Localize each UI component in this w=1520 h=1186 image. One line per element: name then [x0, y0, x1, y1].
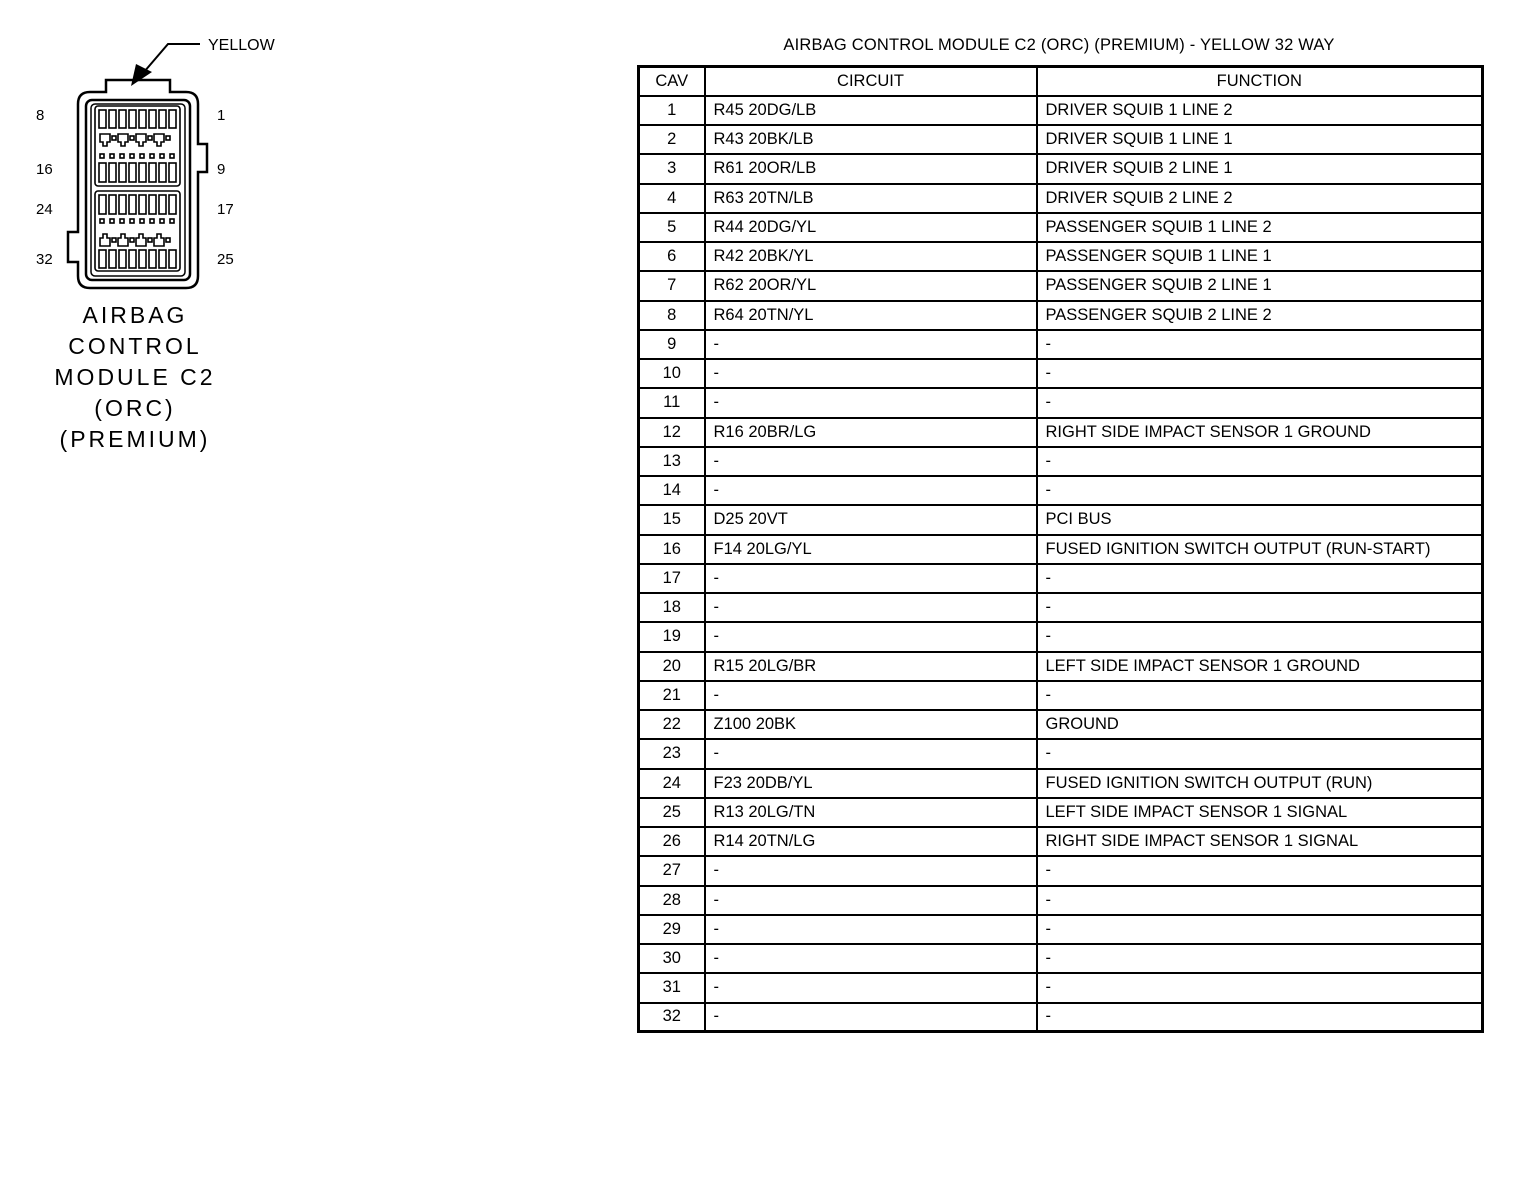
function-cell: PCI BUS — [1037, 505, 1483, 534]
function-cell: PASSENGER SQUIB 1 LINE 2 — [1037, 213, 1483, 242]
table-row — [639, 505, 1483, 534]
circuit-cell: - — [705, 944, 1037, 973]
function-cell: - — [1037, 330, 1483, 359]
table-row — [639, 710, 1483, 739]
table-row — [639, 388, 1483, 417]
circuit-cell: R44 20DG/YL — [705, 213, 1037, 242]
table-row — [639, 476, 1483, 505]
function-cell: DRIVER SQUIB 1 LINE 2 — [1037, 96, 1483, 125]
table-row — [639, 1003, 1483, 1032]
function-cell: - — [1037, 739, 1483, 768]
table-row — [639, 330, 1483, 359]
circuit-cell: R61 20OR/LB — [705, 154, 1037, 183]
circuit-cell: - — [705, 973, 1037, 1002]
function-cell: - — [1037, 476, 1483, 505]
circuit-cell: R62 20OR/YL — [705, 271, 1037, 300]
function-cell: DRIVER SQUIB 2 LINE 2 — [1037, 184, 1483, 213]
table-row — [639, 856, 1483, 885]
cav-cell: 17 — [639, 564, 705, 593]
cav-cell: 32 — [639, 1003, 705, 1032]
circuit-cell: - — [705, 856, 1037, 885]
table-row — [639, 798, 1483, 827]
function-cell: DRIVER SQUIB 2 LINE 1 — [1037, 154, 1483, 183]
circuit-cell: D25 20VT — [705, 505, 1037, 534]
function-cell: - — [1037, 681, 1483, 710]
connector-name — [30, 300, 240, 455]
cavity-grid-upper — [95, 106, 180, 186]
cav-cell: 1 — [639, 96, 705, 125]
circuit-cell: R45 20DG/LB — [705, 96, 1037, 125]
circuit-cell: - — [705, 915, 1037, 944]
function-cell: - — [1037, 388, 1483, 417]
circuit-cell: - — [705, 564, 1037, 593]
connector-name-line: AIRBAG — [82, 302, 188, 328]
function-cell: RIGHT SIDE IMPACT SENSOR 1 SIGNAL — [1037, 827, 1483, 856]
circuit-cell: R16 20BR/LG — [705, 418, 1037, 447]
function-cell: - — [1037, 973, 1483, 1002]
table-row — [639, 125, 1483, 154]
function-cell: - — [1037, 915, 1483, 944]
function-cell: - — [1037, 447, 1483, 476]
table-row — [639, 769, 1483, 798]
function-cell: PASSENGER SQUIB 2 LINE 2 — [1037, 301, 1483, 330]
cav-cell: 22 — [639, 710, 705, 739]
circuit-cell: R64 20TN/YL — [705, 301, 1037, 330]
table-row — [639, 564, 1483, 593]
connector-name-line: CONTROL — [68, 333, 202, 359]
table-title: AIRBAG CONTROL MODULE C2 (ORC) (PREMIUM) - YELLOW 32 WAY — [783, 36, 1335, 54]
cav-cell: 21 — [639, 681, 705, 710]
color-callout-label: YELLOW — [208, 37, 275, 54]
table-row — [639, 271, 1483, 300]
cav-cell: 19 — [639, 622, 705, 651]
function-cell: - — [1037, 359, 1483, 388]
connector-name-line: (ORC) — [94, 395, 176, 421]
table-row — [639, 622, 1483, 651]
function-cell: FUSED IGNITION SWITCH OUTPUT (RUN-START) — [1037, 535, 1483, 564]
circuit-cell: - — [705, 388, 1037, 417]
circuit-cell: - — [705, 593, 1037, 622]
cav-cell: 14 — [639, 476, 705, 505]
pin-label-17: 17 — [217, 201, 234, 218]
circuit-cell: - — [705, 447, 1037, 476]
table-row — [639, 213, 1483, 242]
function-cell: - — [1037, 886, 1483, 915]
circuit-cell: F23 20DB/YL — [705, 769, 1037, 798]
table-row — [639, 681, 1483, 710]
table-row — [639, 301, 1483, 330]
cav-cell: 28 — [639, 886, 705, 915]
cavity-grid-lower — [95, 191, 180, 271]
connector-name-line: MODULE C2 — [54, 364, 216, 390]
circuit-cell: R43 20BK/LB — [705, 125, 1037, 154]
circuit-cell: - — [705, 681, 1037, 710]
table-row — [639, 418, 1483, 447]
cav-cell: 18 — [639, 593, 705, 622]
pin-label-9: 9 — [217, 161, 226, 178]
cav-cell: 29 — [639, 915, 705, 944]
cav-cell: 20 — [639, 652, 705, 681]
function-cell: - — [1037, 856, 1483, 885]
pin-label-8: 8 — [36, 107, 45, 124]
table-row — [639, 915, 1483, 944]
header-circuit: CIRCUIT — [705, 67, 1037, 96]
circuit-cell: - — [705, 739, 1037, 768]
table-row — [639, 184, 1483, 213]
function-cell: DRIVER SQUIB 1 LINE 1 — [1037, 125, 1483, 154]
cav-cell: 24 — [639, 769, 705, 798]
function-cell: - — [1037, 944, 1483, 973]
cav-cell: 27 — [639, 856, 705, 885]
function-cell: - — [1037, 622, 1483, 651]
cav-cell: 9 — [639, 330, 705, 359]
circuit-cell: - — [705, 359, 1037, 388]
cav-cell: 16 — [639, 535, 705, 564]
table-body — [639, 96, 1483, 1032]
function-cell: - — [1037, 593, 1483, 622]
table-row — [639, 535, 1483, 564]
function-cell: PASSENGER SQUIB 2 LINE 1 — [1037, 271, 1483, 300]
function-cell: PASSENGER SQUIB 1 LINE 1 — [1037, 242, 1483, 271]
table-row — [639, 652, 1483, 681]
circuit-cell: - — [705, 1003, 1037, 1032]
circuit-cell: R63 20TN/LB — [705, 184, 1037, 213]
function-cell: LEFT SIDE IMPACT SENSOR 1 SIGNAL — [1037, 798, 1483, 827]
cav-cell: 26 — [639, 827, 705, 856]
cav-cell: 11 — [639, 388, 705, 417]
circuit-cell: F14 20LG/YL — [705, 535, 1037, 564]
cav-cell: 15 — [639, 505, 705, 534]
pin-label-24: 24 — [36, 201, 53, 218]
cav-cell: 5 — [639, 213, 705, 242]
cav-cell: 10 — [639, 359, 705, 388]
connector-name-line: (PREMIUM) — [59, 426, 211, 452]
header-function: FUNCTION — [1037, 67, 1483, 96]
table-row — [639, 242, 1483, 271]
cav-cell: 12 — [639, 418, 705, 447]
circuit-cell: R15 20LG/BR — [705, 652, 1037, 681]
table-row — [639, 96, 1483, 125]
circuit-cell: R14 20TN/LG — [705, 827, 1037, 856]
cav-cell: 4 — [639, 184, 705, 213]
circuit-cell: R13 20LG/TN — [705, 798, 1037, 827]
table-row — [639, 944, 1483, 973]
function-cell: - — [1037, 1003, 1483, 1032]
table-row — [639, 447, 1483, 476]
cav-cell: 31 — [639, 973, 705, 1002]
cav-cell: 7 — [639, 271, 705, 300]
table-row — [639, 827, 1483, 856]
table-header-row — [639, 67, 1483, 96]
circuit-cell: Z100 20BK — [705, 710, 1037, 739]
table-row — [639, 886, 1483, 915]
connector-body — [68, 80, 207, 288]
pin-label-25: 25 — [217, 251, 234, 268]
cav-cell: 8 — [639, 301, 705, 330]
cav-cell: 2 — [639, 125, 705, 154]
pin-label-16: 16 — [36, 161, 53, 178]
function-cell: GROUND — [1037, 710, 1483, 739]
circuit-cell: - — [705, 622, 1037, 651]
circuit-cell: - — [705, 886, 1037, 915]
circuit-cell: R42 20BK/YL — [705, 242, 1037, 271]
cav-cell: 25 — [639, 798, 705, 827]
function-cell: LEFT SIDE IMPACT SENSOR 1 GROUND — [1037, 652, 1483, 681]
pin-label-1: 1 — [217, 107, 226, 124]
table-row — [639, 739, 1483, 768]
circuit-cell: - — [705, 330, 1037, 359]
pin-label-32: 32 — [36, 251, 53, 268]
function-cell: - — [1037, 564, 1483, 593]
cav-cell: 23 — [639, 739, 705, 768]
cav-cell: 6 — [639, 242, 705, 271]
table-row — [639, 973, 1483, 1002]
table-row — [639, 359, 1483, 388]
cav-cell: 3 — [639, 154, 705, 183]
table-row — [639, 154, 1483, 183]
cav-cell: 30 — [639, 944, 705, 973]
header-cav: CAV — [639, 67, 705, 96]
function-cell: RIGHT SIDE IMPACT SENSOR 1 GROUND — [1037, 418, 1483, 447]
cav-cell: 13 — [639, 447, 705, 476]
table-row — [639, 593, 1483, 622]
circuit-cell: - — [705, 476, 1037, 505]
pinout-table — [637, 65, 1484, 1033]
function-cell: FUSED IGNITION SWITCH OUTPUT (RUN) — [1037, 769, 1483, 798]
